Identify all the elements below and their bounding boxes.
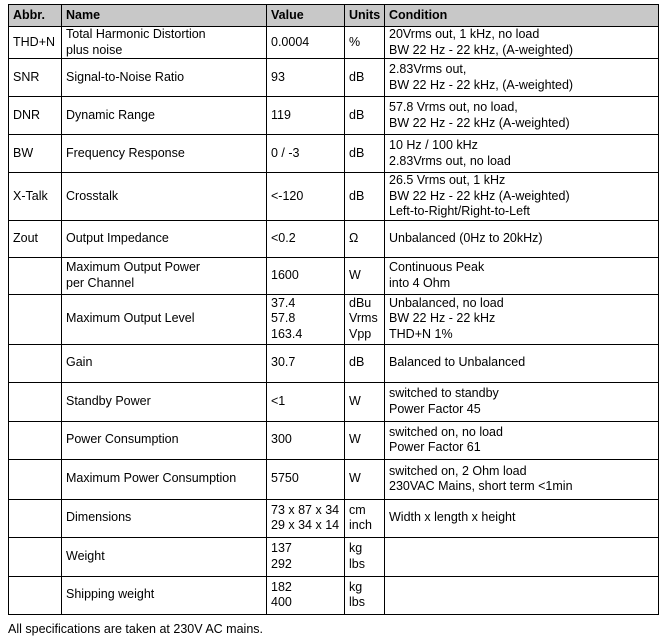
units-cell: Ω	[345, 220, 385, 257]
abbr-cell: THD+N	[9, 27, 62, 59]
name-cell: Dimensions	[62, 499, 267, 537]
condition-cell: 26.5 Vrms out, 1 kHz BW 22 Hz - 22 kHz (A-weighted) Left-to-Right/Right-to-Left	[385, 173, 659, 221]
units-cell: dB	[345, 344, 385, 382]
value-cell: <1	[267, 382, 345, 421]
units-cell: W	[345, 421, 385, 459]
value-cell: 73 x 87 x 34 29 x 34 x 14	[267, 499, 345, 537]
value-cell: 30.7	[267, 344, 345, 382]
table-row	[9, 135, 659, 173]
name-cell: Signal-to-Noise Ratio	[62, 59, 267, 97]
header-abbr: Abbr.	[9, 5, 62, 27]
name-cell: Maximum Output Level	[62, 294, 267, 344]
name-cell: Power Consumption	[62, 421, 267, 459]
table-row	[9, 537, 659, 576]
value-cell: 1600	[267, 257, 345, 294]
units-cell: W	[345, 459, 385, 499]
value-cell: 93	[267, 59, 345, 97]
units-cell: dB	[345, 59, 385, 97]
table-row	[9, 220, 659, 257]
value-cell: 300	[267, 421, 345, 459]
condition-cell: Unbalanced (0Hz to 20kHz)	[385, 220, 659, 257]
header-units: Units	[345, 5, 385, 27]
units-cell: dB	[345, 135, 385, 173]
name-cell: Total Harmonic Distortion plus noise	[62, 27, 267, 59]
abbr-cell: Zout	[9, 220, 62, 257]
condition-cell: switched on, 2 Ohm load 230VAC Mains, short term <1min	[385, 459, 659, 499]
table-row	[9, 344, 659, 382]
name-cell: Shipping weight	[62, 576, 267, 614]
abbr-cell	[9, 421, 62, 459]
header-value: Value	[267, 5, 345, 27]
abbr-cell	[9, 537, 62, 576]
footnote: All specifications are taken at 230V AC mains.	[8, 622, 263, 636]
table-row	[9, 421, 659, 459]
abbr-cell	[9, 499, 62, 537]
name-cell: Maximum Output Power per Channel	[62, 257, 267, 294]
table-row	[9, 499, 659, 537]
units-cell: kg lbs	[345, 576, 385, 614]
value-cell: 37.4 57.8 163.4	[267, 294, 345, 344]
abbr-cell: X-Talk	[9, 173, 62, 221]
units-cell: cm inch	[345, 499, 385, 537]
name-cell: Maximum Power Consumption	[62, 459, 267, 499]
condition-cell: Balanced to Unbalanced	[385, 344, 659, 382]
value-cell: 119	[267, 97, 345, 135]
header-row	[9, 5, 659, 27]
abbr-cell	[9, 344, 62, 382]
table-row	[9, 257, 659, 294]
header-name: Name	[62, 5, 267, 27]
name-cell: Weight	[62, 537, 267, 576]
table-row	[9, 59, 659, 97]
value-cell: 0.0004	[267, 27, 345, 59]
table-row	[9, 97, 659, 135]
header-condition: Condition	[385, 5, 659, 27]
condition-cell: 2.83Vrms out, BW 22 Hz - 22 kHz, (A-weighted)	[385, 59, 659, 97]
abbr-cell	[9, 459, 62, 499]
abbr-cell: BW	[9, 135, 62, 173]
spec-table	[8, 4, 659, 615]
units-cell: W	[345, 382, 385, 421]
condition-cell: switched on, no load Power Factor 61	[385, 421, 659, 459]
table-row	[9, 173, 659, 221]
condition-cell: 10 Hz / 100 kHz 2.83Vrms out, no load	[385, 135, 659, 173]
name-cell: Frequency Response	[62, 135, 267, 173]
condition-cell	[385, 537, 659, 576]
name-cell: Output Impedance	[62, 220, 267, 257]
condition-cell: 57.8 Vrms out, no load, BW 22 Hz - 22 kHz (A-weighted)	[385, 97, 659, 135]
abbr-cell	[9, 382, 62, 421]
units-cell: dB	[345, 173, 385, 221]
table-row	[9, 294, 659, 344]
table-row	[9, 382, 659, 421]
value-cell: <0.2	[267, 220, 345, 257]
units-cell: W	[345, 257, 385, 294]
condition-cell: switched to standby Power Factor 45	[385, 382, 659, 421]
units-cell: kg lbs	[345, 537, 385, 576]
value-cell: 0 / -3	[267, 135, 345, 173]
value-cell: 5750	[267, 459, 345, 499]
condition-cell: Unbalanced, no load BW 22 Hz - 22 kHz THD+N 1%	[385, 294, 659, 344]
table-row	[9, 27, 659, 59]
condition-cell: Width x length x height	[385, 499, 659, 537]
abbr-cell	[9, 257, 62, 294]
condition-cell: Continuous Peak into 4 Ohm	[385, 257, 659, 294]
value-cell: <-120	[267, 173, 345, 221]
abbr-cell	[9, 294, 62, 344]
units-cell: dB	[345, 97, 385, 135]
name-cell: Standby Power	[62, 382, 267, 421]
abbr-cell: DNR	[9, 97, 62, 135]
condition-cell: 20Vrms out, 1 kHz, no load BW 22 Hz - 22 kHz, (A-weighted)	[385, 27, 659, 59]
value-cell: 137 292	[267, 537, 345, 576]
abbr-cell: SNR	[9, 59, 62, 97]
name-cell: Dynamic Range	[62, 97, 267, 135]
table-row	[9, 459, 659, 499]
value-cell: 182 400	[267, 576, 345, 614]
name-cell: Gain	[62, 344, 267, 382]
units-cell: dBu Vrms Vpp	[345, 294, 385, 344]
abbr-cell	[9, 576, 62, 614]
condition-cell	[385, 576, 659, 614]
name-cell: Crosstalk	[62, 173, 267, 221]
units-cell: %	[345, 27, 385, 59]
table-row	[9, 576, 659, 614]
